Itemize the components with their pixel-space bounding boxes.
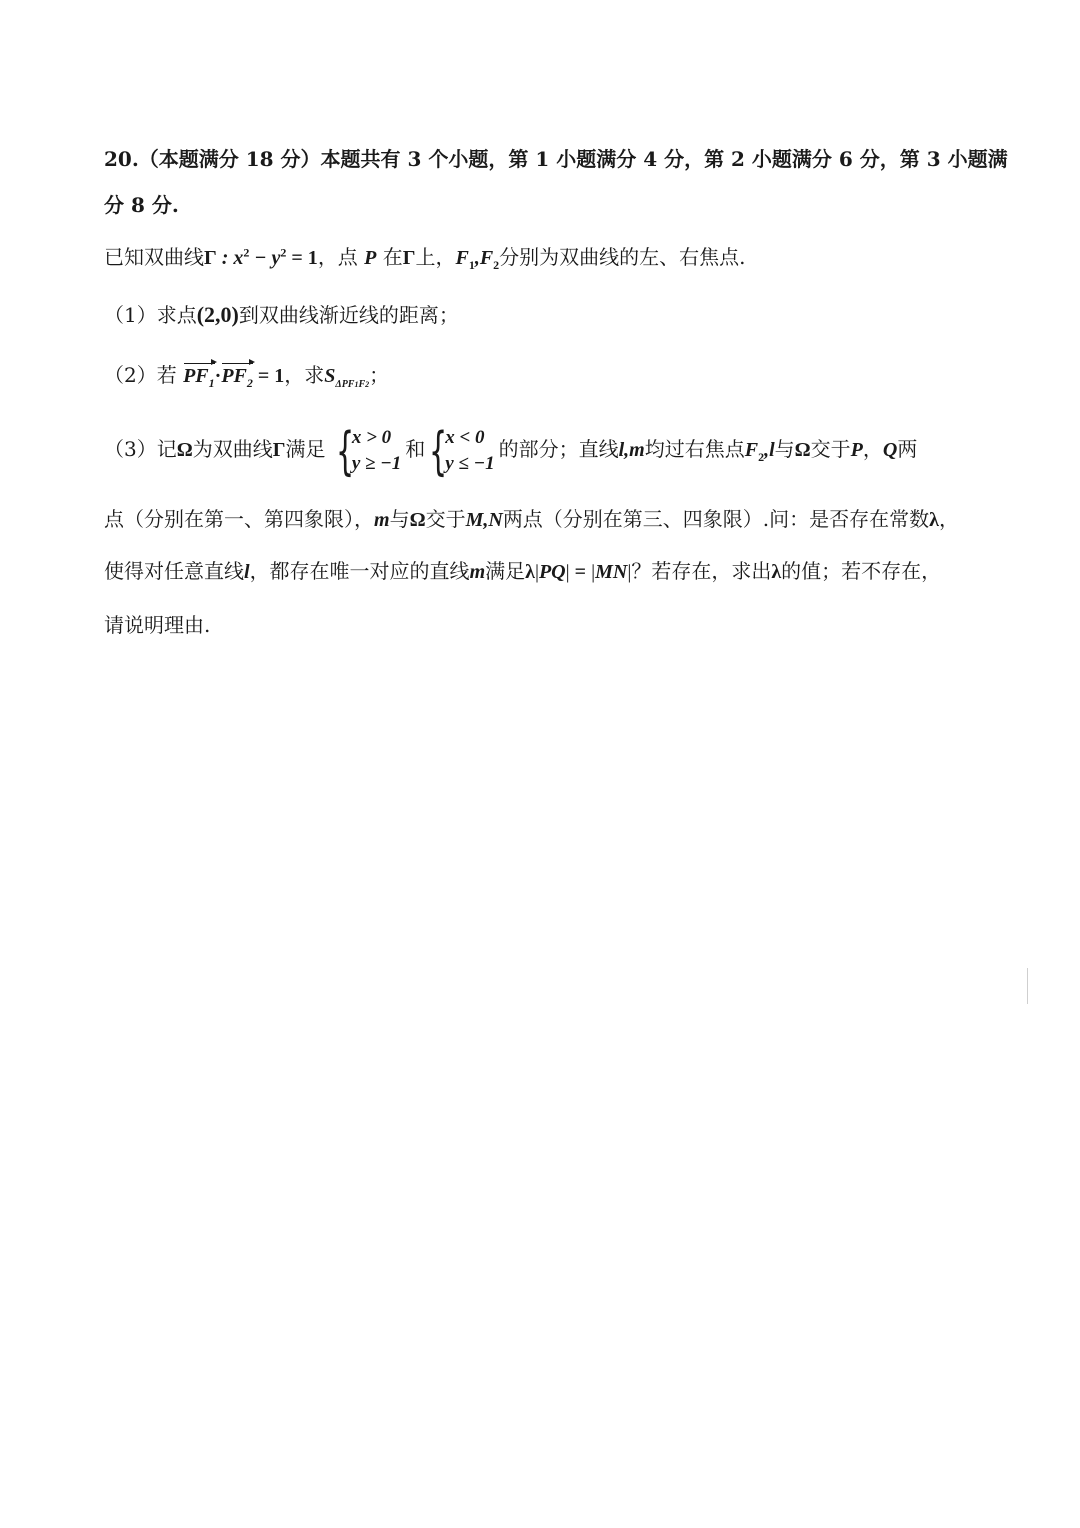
sub: 2 <box>365 380 370 389</box>
vector-PF1 <box>183 361 215 391</box>
sub: 1 <box>208 376 215 390</box>
question-text: 为双曲线 <box>192 437 273 461</box>
lambda-symbol: λ <box>771 561 782 583</box>
question-text: ，求 <box>284 363 325 387</box>
intro-text: 上， <box>415 245 456 269</box>
question-text: 两点（分别在第三、四象限）.问：是否存在常数 <box>502 507 930 531</box>
condition-row: y ≤ −1 <box>445 452 495 474</box>
condition-system-1 <box>335 421 402 482</box>
intro-text: 在 <box>382 245 403 269</box>
question-text: ？若存在，求出 <box>631 559 772 583</box>
dot-operator: · <box>214 365 222 387</box>
question-text: 与 <box>389 507 410 531</box>
point-coordinates: (2,0) <box>196 302 239 327</box>
sub: 1 <box>354 380 359 389</box>
area-symbol: S <box>324 365 336 387</box>
sup: 2 <box>243 245 250 260</box>
question-text: 点（分别在第一、第四象限）， <box>104 507 374 531</box>
eq-part: − y <box>249 247 281 269</box>
points-MN: M,N <box>465 509 503 531</box>
question-text: 与 <box>774 437 795 461</box>
gamma-symbol: Γ <box>272 439 286 461</box>
question-text: 记 <box>156 437 177 461</box>
condition-row: x > 0 <box>351 426 392 448</box>
gamma-symbol: Γ <box>204 247 217 269</box>
brace-icon: { <box>335 421 355 482</box>
question-3-line-2 <box>104 504 984 535</box>
question-text: 交于 <box>425 507 466 531</box>
problem-header: 20.（本题满分 18 分）本题共有 3 个小题，第 1 小题满分 4 分，第 2 小题满分 6 分，第 3 小题满 <box>104 147 1008 171</box>
vector-text: PF <box>221 365 247 387</box>
question-2: （2）若 $PF_1\cdot PF_2 = 1$，求$S_{\Delta PF1F2}$； <box>104 363 390 390</box>
sup: 2 <box>280 245 287 260</box>
question-1 <box>104 300 984 330</box>
problem-header-cont: 分 8 分. <box>104 193 179 217</box>
question-text: 均过右焦点 <box>644 437 745 461</box>
question-text: 交于 <box>810 437 851 461</box>
lambda-symbol: λ <box>525 561 535 583</box>
question-text: 使得对任意直线 <box>104 559 244 583</box>
equation-rhs: = 1 <box>252 365 285 387</box>
question-text: 若 <box>156 363 177 387</box>
intro-text: 已知双曲线 <box>104 245 204 269</box>
brace-icon: { <box>429 421 448 482</box>
question-text: 的值；若不存在， <box>781 559 942 583</box>
segment-MN: MN <box>595 561 628 583</box>
focus-F1: F <box>455 247 469 269</box>
vector-PF2 <box>221 361 253 391</box>
intro-text: 分别为双曲线的左、右焦点. <box>499 245 746 269</box>
question-text: 满足 <box>485 559 526 583</box>
eq-part: = 1 <box>286 247 318 269</box>
question-text: ，都存在唯一对应的直线 <box>249 559 470 583</box>
question-text: ， <box>862 437 883 461</box>
point-P: P <box>850 439 863 461</box>
question-label: （2） <box>104 363 157 387</box>
focus-F2: F <box>479 247 494 269</box>
question-text: ； <box>369 363 390 387</box>
sub: 2 <box>246 376 253 390</box>
line-l: l <box>244 561 250 583</box>
point-P: P <box>364 247 377 269</box>
gamma-symbol: Γ <box>402 247 416 269</box>
question-3-line-4: 请说明理由. <box>104 613 211 637</box>
point-Q: Q <box>882 439 898 461</box>
question-text: 两 <box>897 437 918 461</box>
question-text: 满足 <box>285 437 326 461</box>
eq-part: : x <box>216 247 244 269</box>
scan-mark <box>1027 968 1028 1004</box>
area-subscript: ΔPF <box>335 379 355 390</box>
question-label: （1） <box>104 303 157 327</box>
focus-F2: F <box>744 439 759 461</box>
omega-symbol: Ω <box>794 439 811 461</box>
condition-system-2 <box>429 421 495 482</box>
equals: = <box>569 561 592 583</box>
condition-row: y ≥ −1 <box>351 452 402 474</box>
line-m: m <box>374 509 390 531</box>
question-text: ， <box>939 507 959 531</box>
line-l: ,l <box>764 439 775 461</box>
segment-PQ: PQ <box>538 561 566 583</box>
question-label: （3） <box>104 437 157 461</box>
question-text: 求点 <box>156 303 197 327</box>
sub: 2 <box>758 450 765 464</box>
lines-lm: l,m <box>618 439 645 461</box>
lambda-symbol: λ <box>929 509 939 531</box>
line-m: m <box>469 561 486 583</box>
sub: 2 <box>493 258 500 272</box>
question-text: 到双曲线渐近线的距离； <box>238 303 459 327</box>
intro-text: ，点 <box>317 245 358 269</box>
question-3-line-3: 使得对任意直线l，都存在唯一对应的直线m满足λ|PQ| = |MN|？若存在，求出λ的值；若不存在， <box>104 559 942 583</box>
question-3 <box>104 420 984 482</box>
vector-text: PF <box>183 365 209 387</box>
omega-symbol: Ω <box>176 439 193 461</box>
problem-intro: 已知双曲线Γ : $x^2 - y^2 = 1$，点 P 在Γ上，$F_1,F_2$分别为双曲线的左、右焦点. <box>104 245 746 272</box>
sub: 1 <box>468 258 475 272</box>
question-text: 的部分；直线 <box>498 437 619 461</box>
omega-symbol: Ω <box>409 509 426 531</box>
condition-row: x < 0 <box>445 426 485 448</box>
question-text: 和 <box>405 437 426 461</box>
